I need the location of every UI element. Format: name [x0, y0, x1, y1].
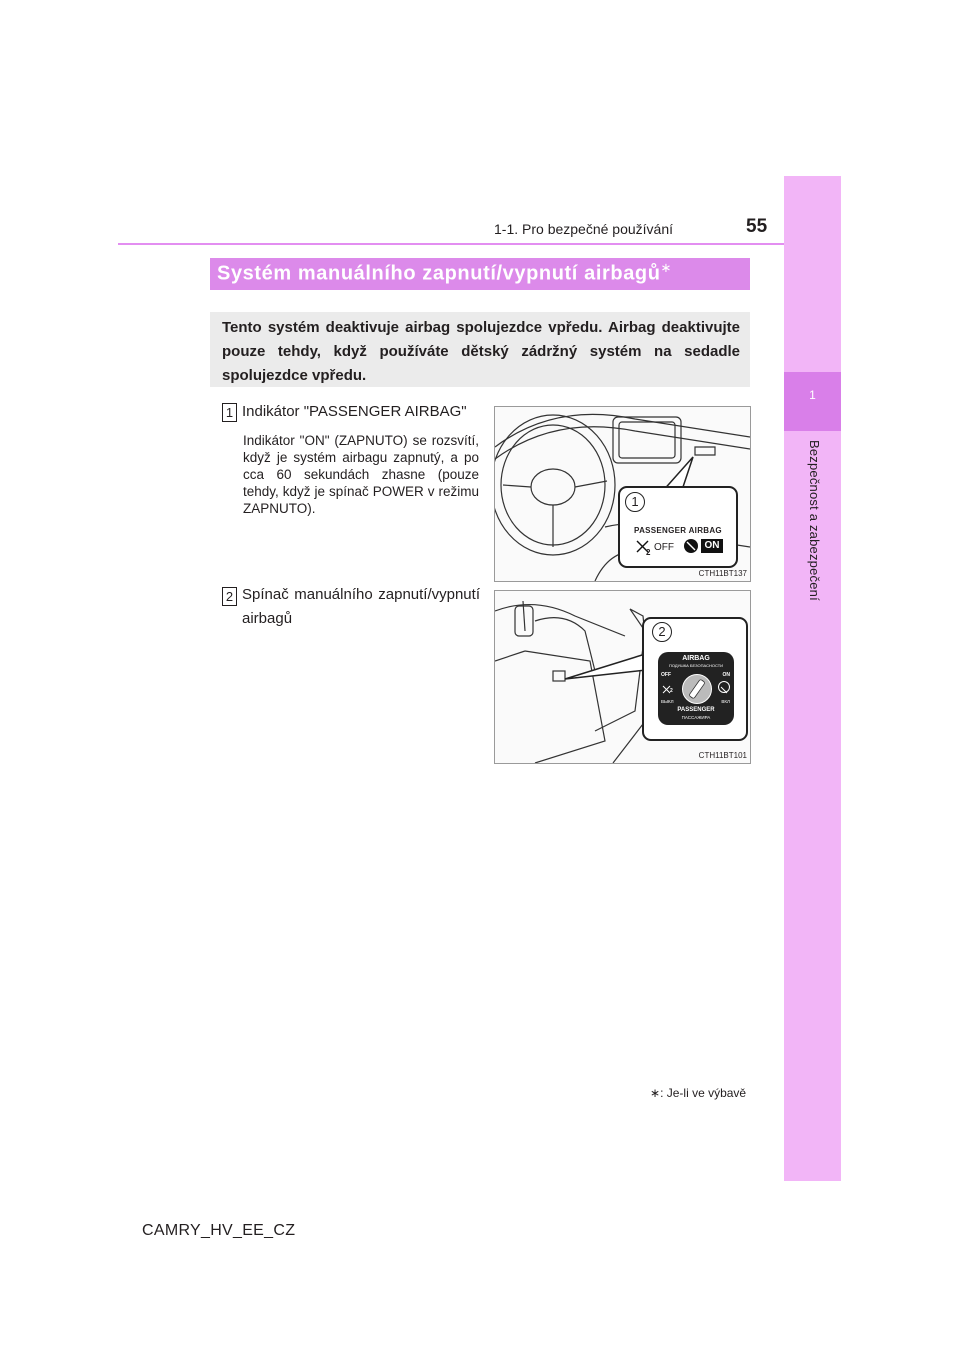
figure-callout-1: 1 [625, 492, 645, 512]
footnote-text: : Je-li ve výbavě [660, 1086, 747, 1100]
figure-code-1: CTH11BT137 [698, 569, 747, 578]
figure-switch [494, 590, 751, 764]
switch-on-label: ON [722, 672, 730, 678]
figure-callout-2: 2 [652, 622, 672, 642]
intro-box: Tento systém deaktivuje airbag spolujezdce vpředu. Airbag deaktivujte pouze tehdy, když používáte dětský zádržný systém na sedadle spolujezdce vpředu. [210, 312, 750, 387]
indicator-seat-digit: 2 [646, 548, 651, 557]
switch-seat-digit: 2 [670, 688, 673, 694]
running-header: 1-1. Pro bezpečné používání [494, 221, 674, 237]
switch-title: AIRBAG [682, 655, 710, 662]
section-heading-text: Systém manuálního zapnutí/vypnutí airbagů [217, 262, 661, 285]
airbag-switch-panel [658, 652, 734, 725]
chapter-number: 1 [809, 388, 816, 402]
item-title-2: Spínač manuálního zapnutí/vypnutí airbagů [242, 586, 480, 627]
footnote-mark: ∗ [650, 1086, 661, 1100]
item-marker-1: 1 [222, 403, 237, 422]
indicator-off-label: OFF [654, 542, 674, 553]
chapter-title: Bezpečnost a zabezpečení [807, 440, 822, 601]
footnote [650, 1086, 746, 1100]
figure-indicator [494, 406, 751, 582]
switch-passenger-label-ru: ПАССАЖИРА [681, 715, 711, 720]
figure-code-2: CTH11BT101 [698, 751, 747, 760]
indicator-on-label: ON [701, 539, 723, 553]
switch-off-label: OFF [661, 672, 671, 678]
switch-off-label-ru: ВЫКЛ [661, 699, 674, 704]
page-number: 55 [746, 216, 768, 237]
item-marker-2: 2 [222, 587, 237, 606]
section-heading [210, 258, 750, 290]
switch-passenger-label: PASSENGER [677, 707, 715, 713]
item-description-1: Indikátor "ON" (ZAPNUTO) se rozsvítí, když je systém airbagu zapnutý, a po cca 60 sekundách zhasne (pouze tehdy, když je spínač POWER v režimu ZAPNUTO). [243, 433, 479, 516]
switch-airbag-on-icon [718, 681, 730, 693]
airbag-on-icon [684, 539, 698, 553]
switch-title-ru: ПОДУШКА БЕЗОПАСНОСТИ [668, 663, 724, 668]
key-slot[interactable] [682, 674, 712, 704]
chapter-side-tab [784, 176, 841, 1181]
indicator-label: PASSENGER AIRBAG [634, 526, 722, 535]
switch-callout-box [642, 617, 748, 741]
header-rule [118, 243, 841, 245]
footer-model-code: CAMRY_HV_EE_CZ [142, 1222, 296, 1239]
optional-equipment-mark: ∗ [660, 260, 673, 275]
indicator-callout-box [618, 486, 738, 568]
switch-on-label-ru: ВКЛ [721, 699, 730, 704]
item-title-1: Indikátor "PASSENGER AIRBAG" [242, 403, 467, 420]
